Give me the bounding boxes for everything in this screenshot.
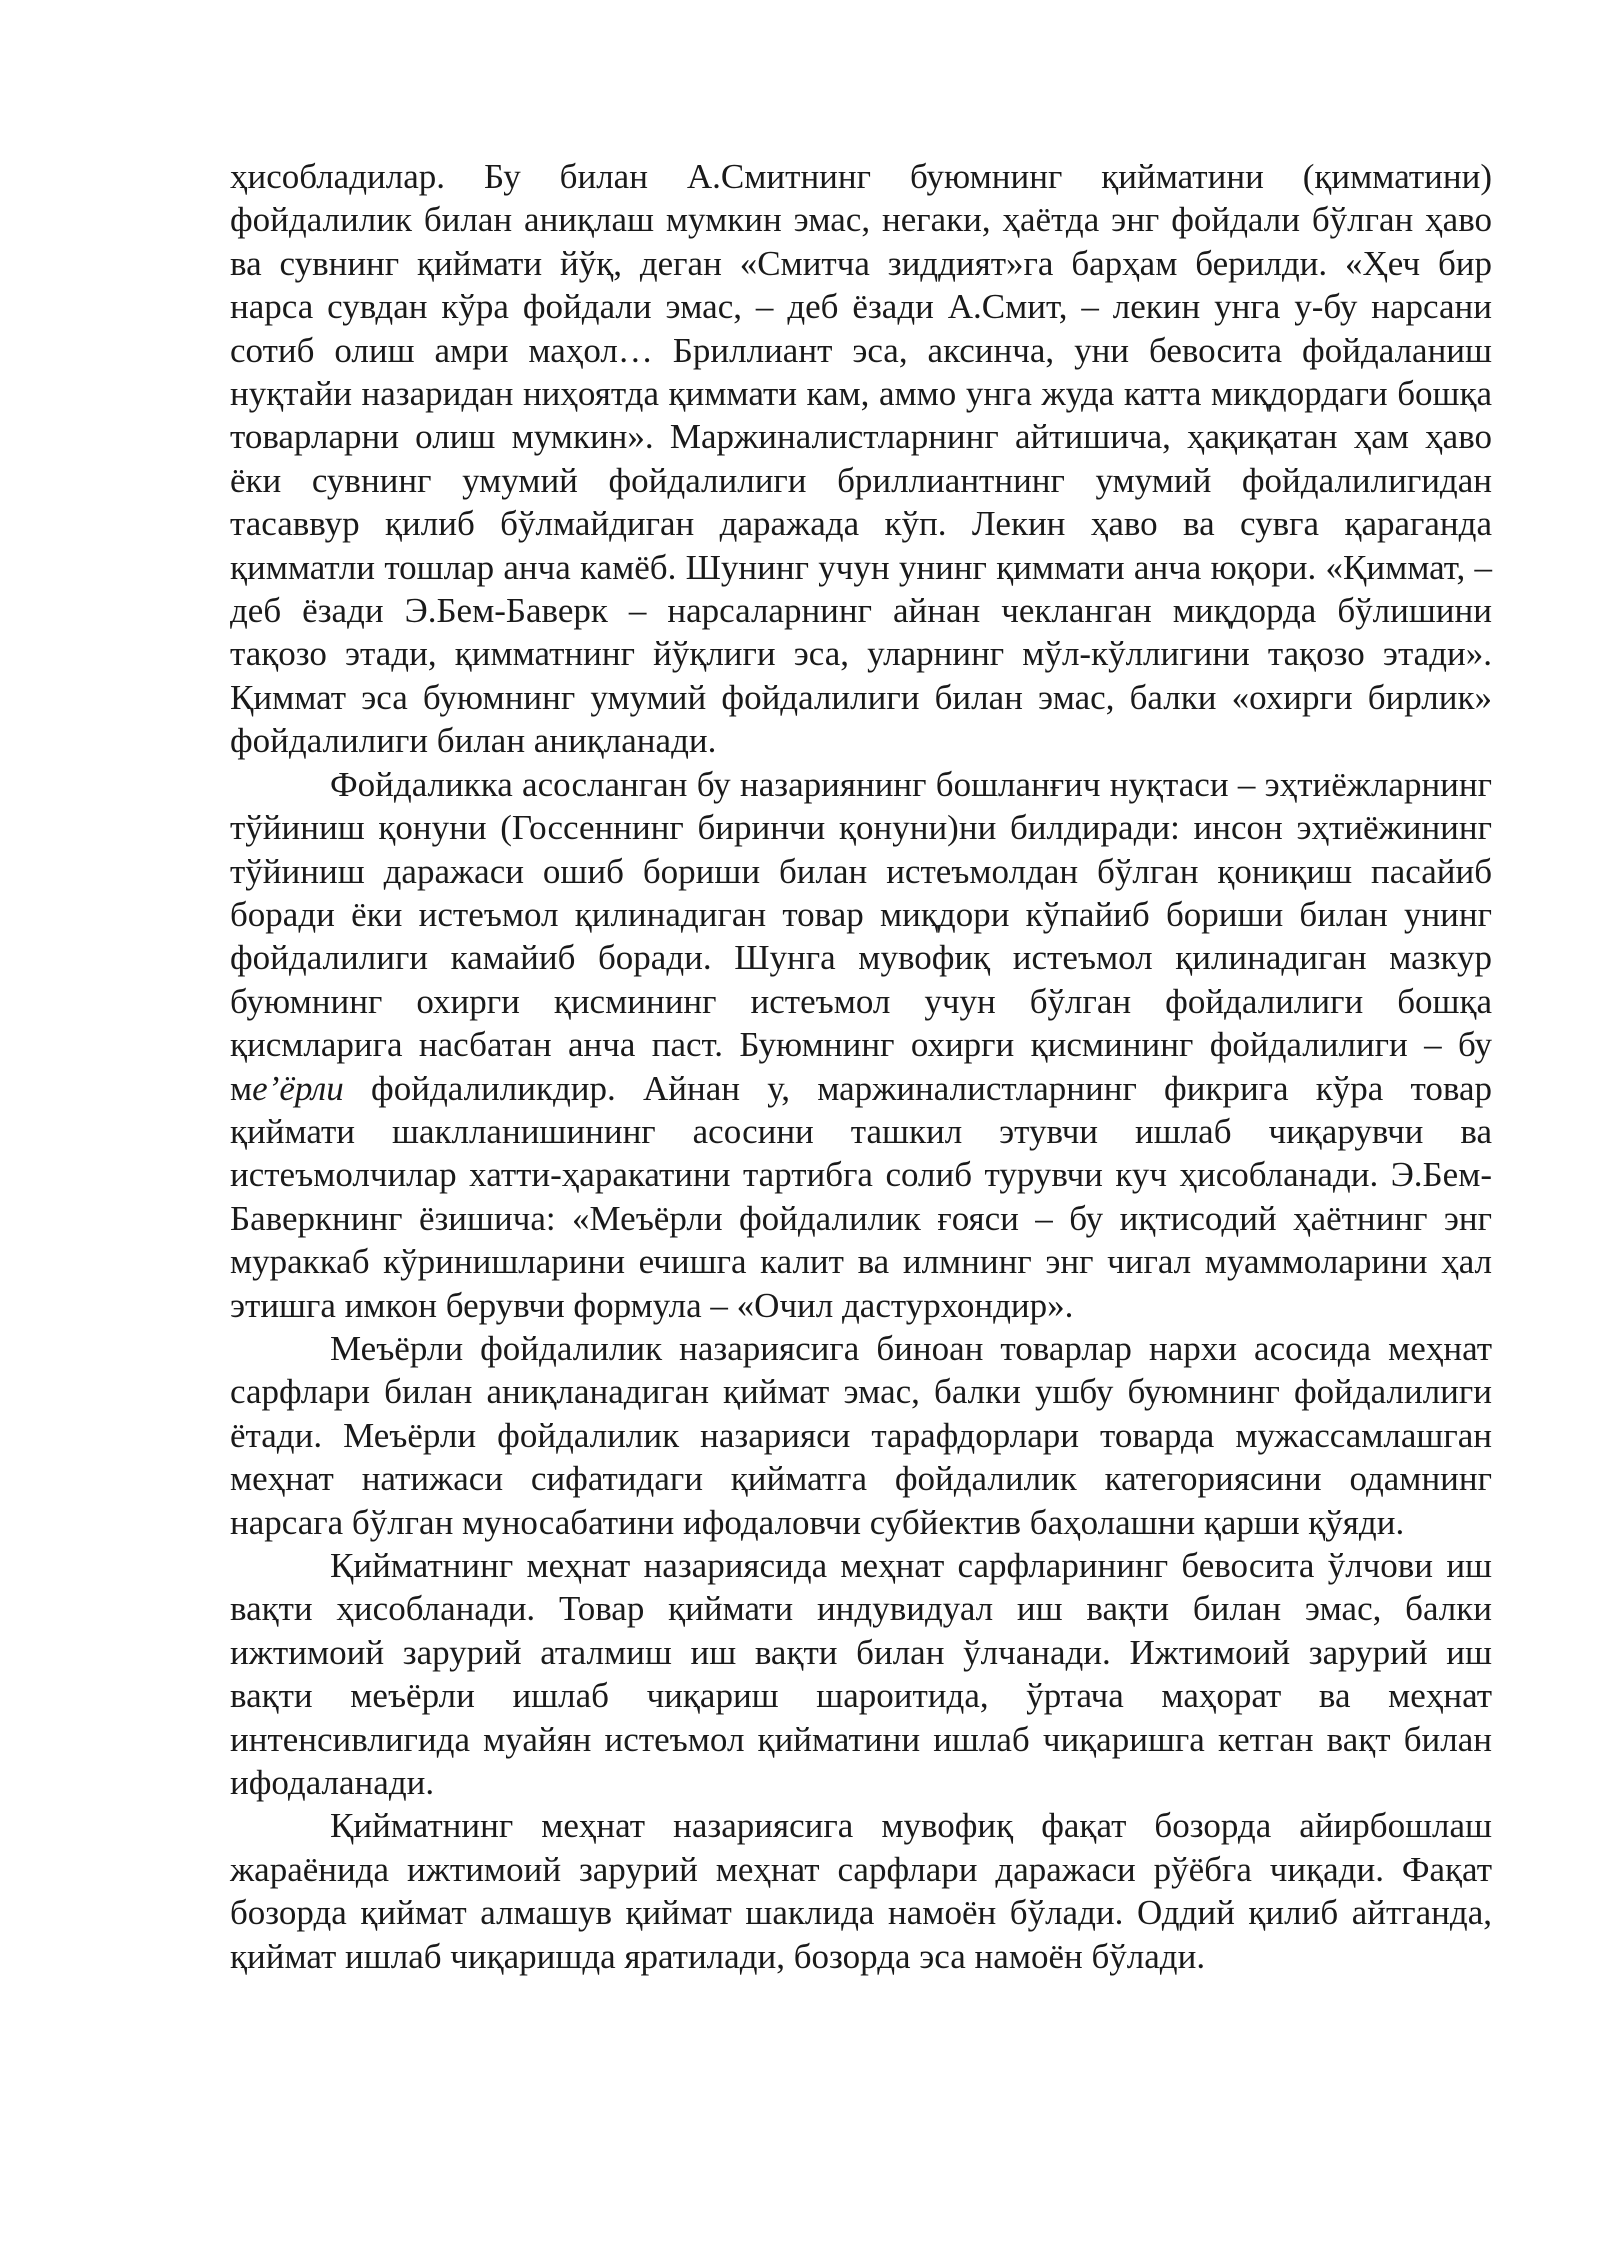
paragraph-text-before: Фойдаликка асосланган бу назариянинг бошланғич нуқтаси – эҳтиёжларнинг тўйиниш қонуни (Госсеннинг биринчи қонуни)ни билдиради: инсон эҳтиёжининг тўйиниш даражаси ошиб бориши билан истеъмолдан бўлган қониқиш пасайиб боради ёки истеъмол қилинадиган товар миқдори кўпайиб бориши билан унинг фойдалилиги камайиб боради. Шунга мувофиқ истеъмол қилинадиган мазкур буюмнинг охирги қисмининг истеъмол учун бўлган фойдалилиги бошқа қисмларига насбатан анча паст. Буюмнинг охирги қисмининг фойдалилиги – бу м — [230, 764, 1492, 1108]
paragraph-continuation: ҳисобладилар. Бу билан А.Смитнинг буюмнинг қийматини (қимматини) фойдалилик билан аниқлаш мумкин эмас, негаки, ҳаётда энг фойдали бўлган ҳаво ва сувнинг қиймати йўқ, деган «Смитча зиддият»га барҳам берилди. «Ҳеч бир нарса сувдан кўра фойдали эмас, – деб ёзади А.Смит, – лекин унга у-бу нарсани сотиб олиш амри маҳол… Бриллиант эса, аксинча, уни бевосита фойдаланиш нуқтайи назаридан ниҳоятда қиммати кам, аммо унга жуда катта миқдордаги бошқа товарларни олиш мумкин». Маржиналистларнинг айтишича, ҳақиқатан ҳам ҳаво ёки сувнинг умумий фойдалилиги бриллиантнинг умумий фойдалилигидан тасаввур қилиб бўлмайдиган даражада кўп. Лекин ҳаво ва сувга қараганда қимматли тошлар анча камёб. Шунинг учун унинг қиммати анча юқори. «Қиммат, – деб ёзади Э.Бем-Баверк – нарсаларнинг айнан чекланган миқдорда бўлишини тақозо этади, қимматнинг йўқлиги эса, уларнинг мўл-кўллигини тақозо этади». Қиммат эса буюмнинг умумий фойдалилиги билан эмас, балки «охирги бирлик» фойдалилиги билан аниқланади. — [230, 157, 1492, 761]
document-page — [230, 155, 1492, 1978]
paragraph-marginal-utility: Меъёрли фойдалилик назариясига биноан товарлар нархи асосида меҳнат сарфлари билан аниқланадиган қиймат эмас, балки ушбу буюмнинг фойдалилиги ётади. Меъёрли фойдалилик назарияси тарафдорлари товарда мужассамлашган меҳнат натижаси сифатидаги қийматга фойдалилик категориясини одамнинг нарсага бўлган муносабатини ифодаловчи субйектив баҳолашни қарши қўяди. — [230, 1328, 1492, 1542]
paragraph-market-exchange: Қийматнинг меҳнат назариясига мувофиқ фақат бозорда айирбошлаш жараёнида ижтимоий зарурий меҳнат сарфлари даражаси рўёбга чиқади. Фақат бозорда қиймат алмашув қиймат шаклида намоён бўлади. Оддий қилиб айтганда, қиймат ишлаб чиқаришда яратилади, бозорда эса намоён бўлади. — [230, 1806, 1492, 1976]
italic-term: е’ёрли — [252, 1068, 344, 1108]
paragraph-utility-theory — [230, 763, 1492, 1327]
paragraph-text-after: фойдалиликдир. Айнан у, маржиналистларнинг фикрига кўра товар қиймати шаклланишининг асосини ташкил этувчи ишлаб чиқарувчи ва истеъмолчилар хатти-ҳаракатини тартибга солиб турувчи куч ҳисобланади. Э.Бем-Баверкнинг ёзишича: «Меъёрли фойдалилик ғояси – бу иқтисодий ҳаётнинг энг мураккаб кўринишларини ечишга калит ва илмнинг энг чигал муаммоларини ҳал этишга имкон берувчи формула – «Очил дастурхондир». — [230, 1068, 1492, 1325]
paragraph-labor-theory: Қийматнинг меҳнат назариясида меҳнат сарфларининг бевосита ўлчови иш вақти ҳисобланади. Товар қиймати индувидуал иш вақти билан эмас, балки ижтимоий зарурий аталмиш иш вақти билан ўлчанади. Ижтимоий зарурий иш вақти меъёрли ишлаб чиқариш шароитида, ўртача маҳорат ва меҳнат интенсивлигида муайян истеъмол қийматини ишлаб чиқаришга кетган вақт билан ифодаланади. — [230, 1546, 1492, 1803]
